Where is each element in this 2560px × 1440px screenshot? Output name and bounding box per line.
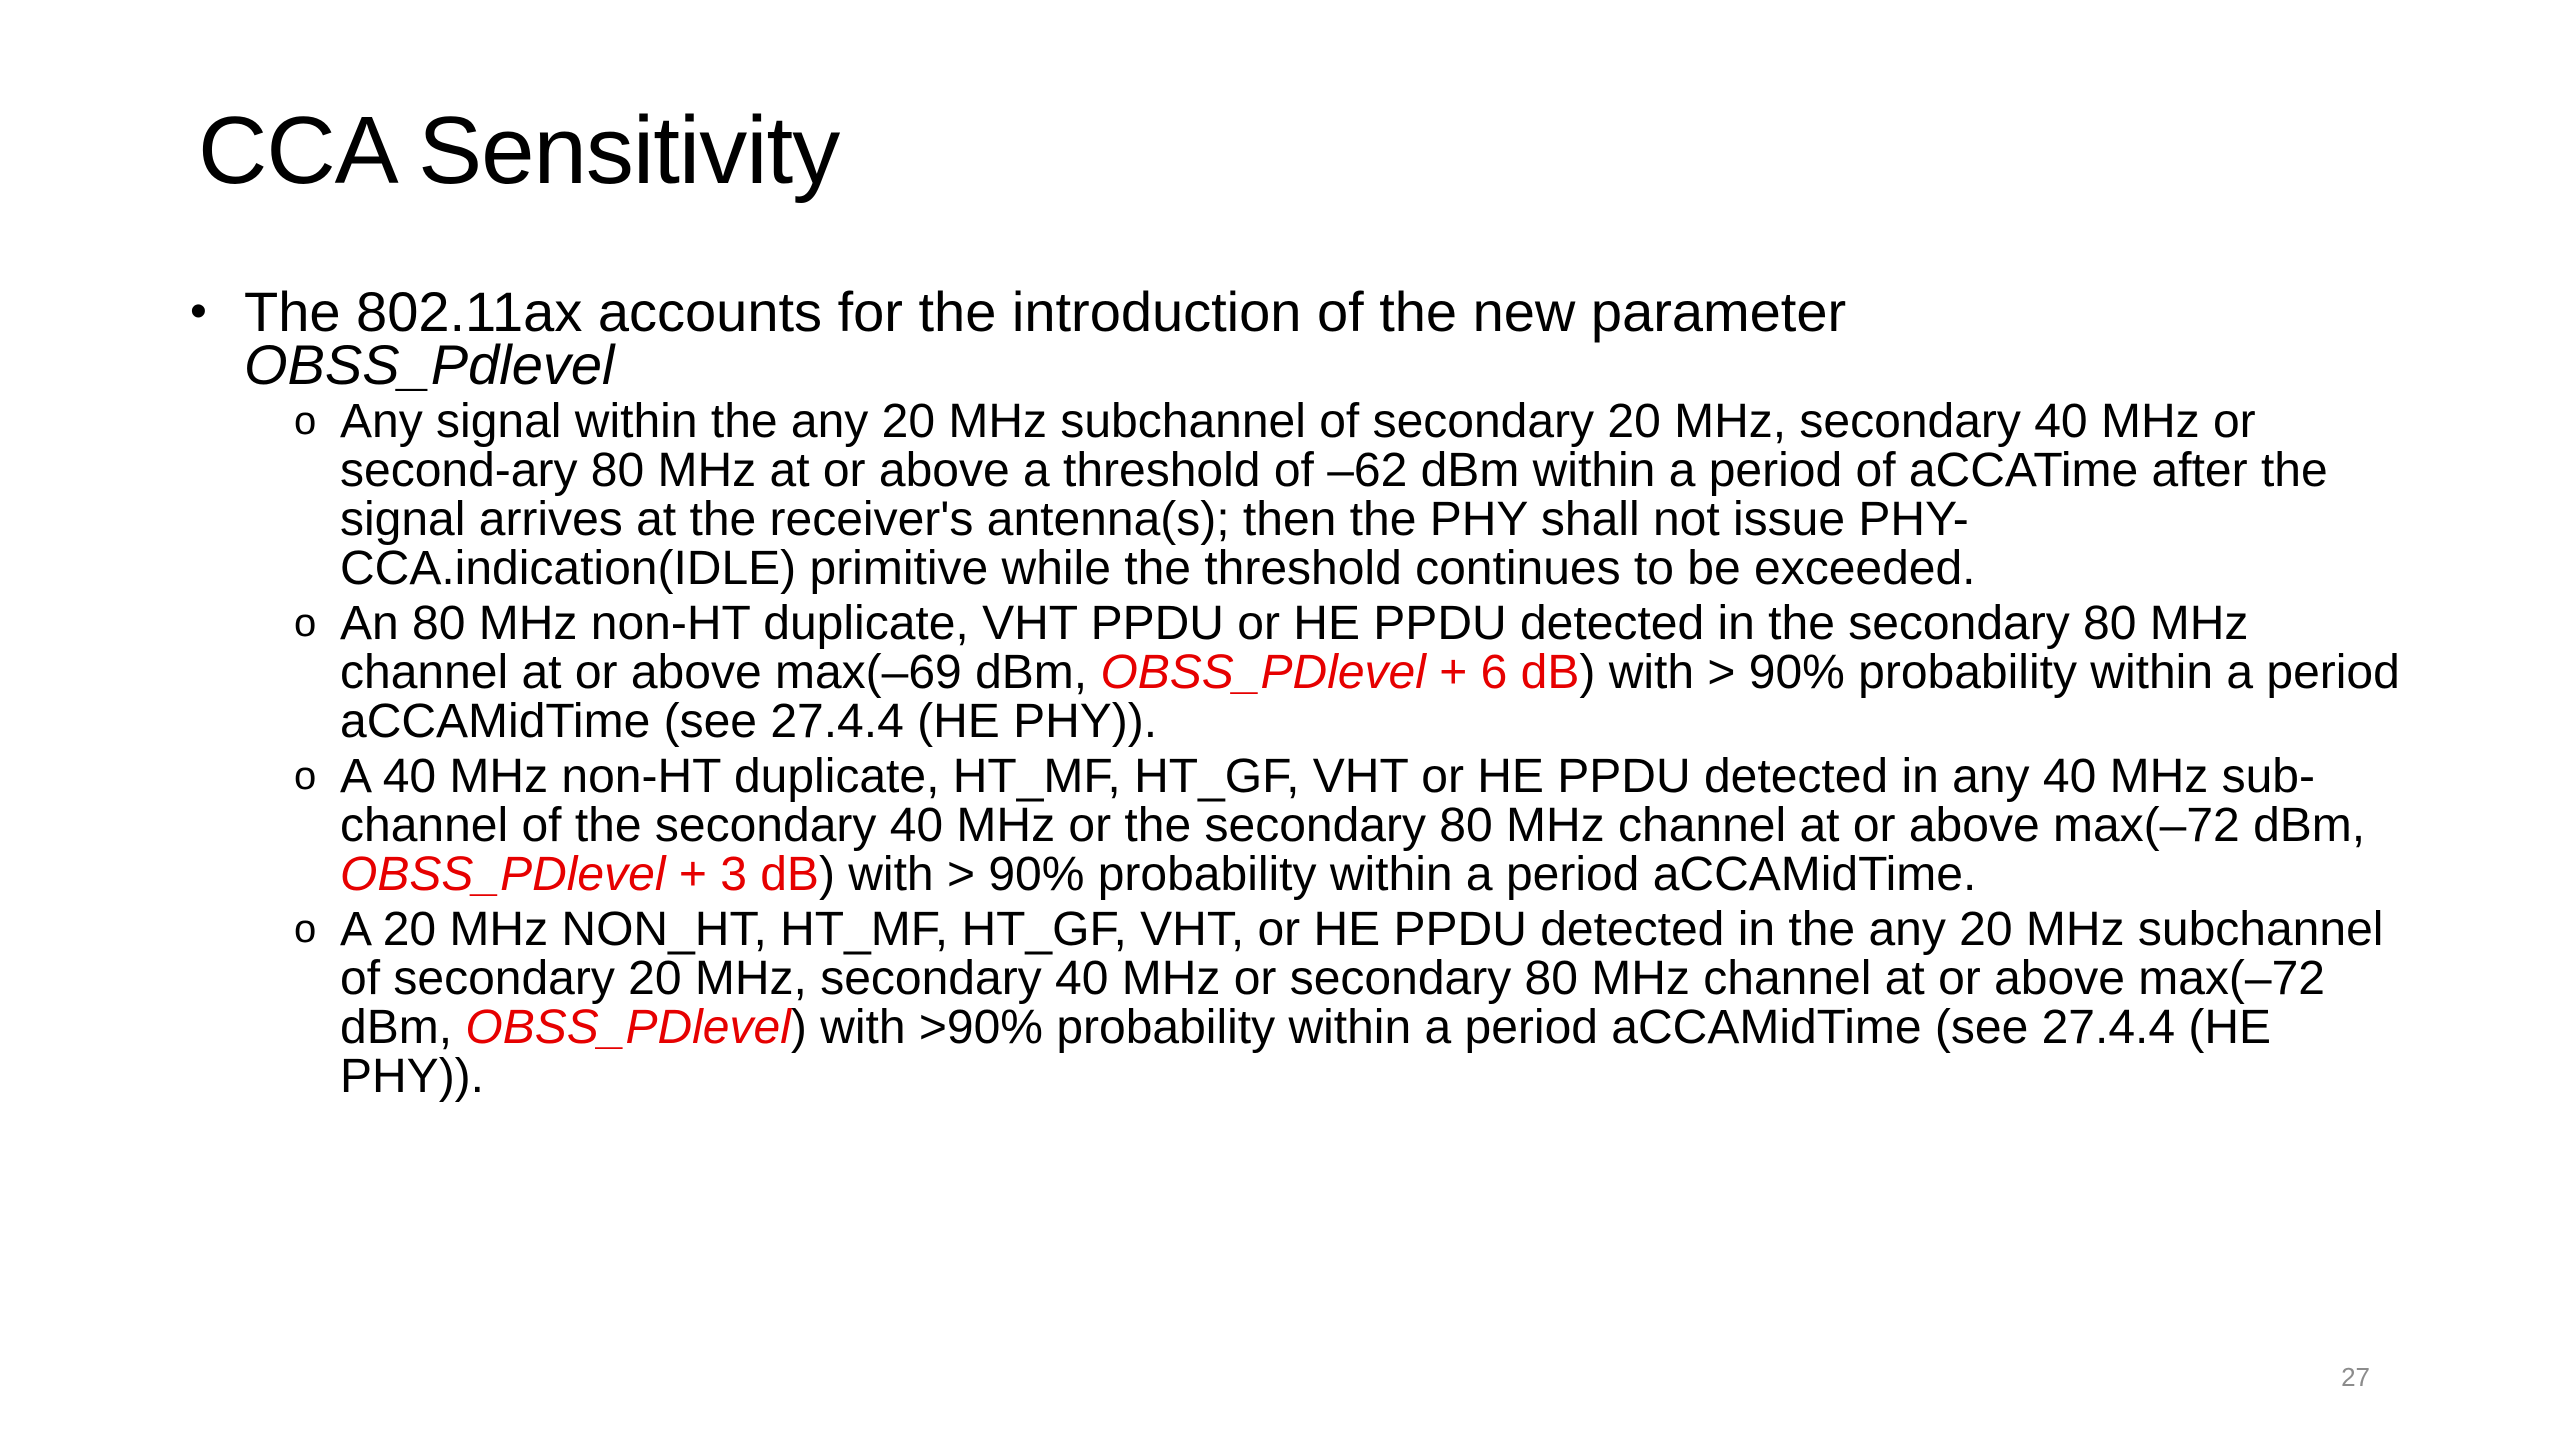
sub-bullet-text-part: A 40 MHz non-HT duplicate, HT_MF, HT_GF, VHT or HE PPDU detected in any 40 MHz sub-channel of the secondary 40 MHz or the secondary 80 MHz channel at or above max(–72 dBm, — [340, 750, 2366, 852]
sub-bullet-item-4 — [294, 905, 2420, 1101]
bullet-marker: • — [190, 285, 207, 338]
highlight-parameter: OBSS_PDlevel — [1100, 646, 1426, 699]
sub-bullet-text-part: A 20 MHz NON_HT, HT_MF, HT_GF, VHT, or HE PPDU detected in the any 20 MHz subchannel of secondary 20 MHz, secondary 40 MHz or secondary 80 MHz channel at or above max(–72 dBm, — [340, 903, 2384, 1054]
highlight-offset: + 3 dB — [665, 848, 819, 901]
sub-bullet-item-3 — [294, 752, 2420, 899]
bullet-text-plain: The 802.11ax accounts for the introduction of the new parameter — [244, 280, 1847, 343]
sub-bullet-marker: o — [294, 907, 317, 951]
sub-bullet-list — [190, 397, 2420, 1101]
sub-bullet-text — [340, 752, 2420, 899]
slide-title: CCA Sensitivity — [198, 97, 840, 204]
sub-bullet-text-part: An 80 MHz non-HT duplicate, VHT PPDU or HE PPDU detected in the secondary 80 MHz channel at or above max(–69 dBm, — [340, 597, 2249, 699]
highlight-parameter: OBSS_PDlevel — [340, 848, 666, 901]
slide-body — [190, 280, 2420, 1103]
sub-bullet-text-part: ) with >90% probability within a period aCCAMidTime (see 27.4.4 (HE PHY)). — [340, 1001, 2272, 1103]
page-number: 27 — [2341, 1362, 2370, 1392]
highlight-offset: + 6 dB — [1425, 646, 1580, 699]
bullet-text — [244, 280, 2420, 396]
sub-bullet-marker: o — [294, 754, 317, 798]
highlight-parameter: OBSS_PDlevel — [465, 1001, 791, 1054]
sub-bullet-marker: o — [294, 601, 317, 645]
sub-bullet-item-1 — [294, 397, 2420, 593]
sub-bullet-text: Any signal within the any 20 MHz subchannel of secondary 20 MHz, secondary 40 MHz or second-ary 80 MHz at or above a threshold of –62 dBm within a period of aCCATime after the signal arrives at the receiver's antenna(s); then the PHY shall not issue PHY-CCA.indication(IDLE) primitive while the threshold continues to be exceeded. — [340, 395, 2328, 595]
sub-bullet-text — [340, 599, 2420, 746]
sub-bullet-text — [340, 905, 2420, 1101]
sub-bullet-marker: o — [294, 399, 317, 443]
sub-bullet-text-part: ) with > 90% probability within a period aCCAMidTime. — [818, 848, 1977, 901]
bullet-item — [190, 280, 2420, 396]
bullet-parameter-name: OBSS_Pdlevel — [244, 333, 615, 396]
sub-bullet-text-part: ) with > 90% probability within a period aCCAMidTime (see 27.4.4 (HE PHY)). — [340, 646, 2400, 748]
sub-bullet-item-2 — [294, 599, 2420, 746]
